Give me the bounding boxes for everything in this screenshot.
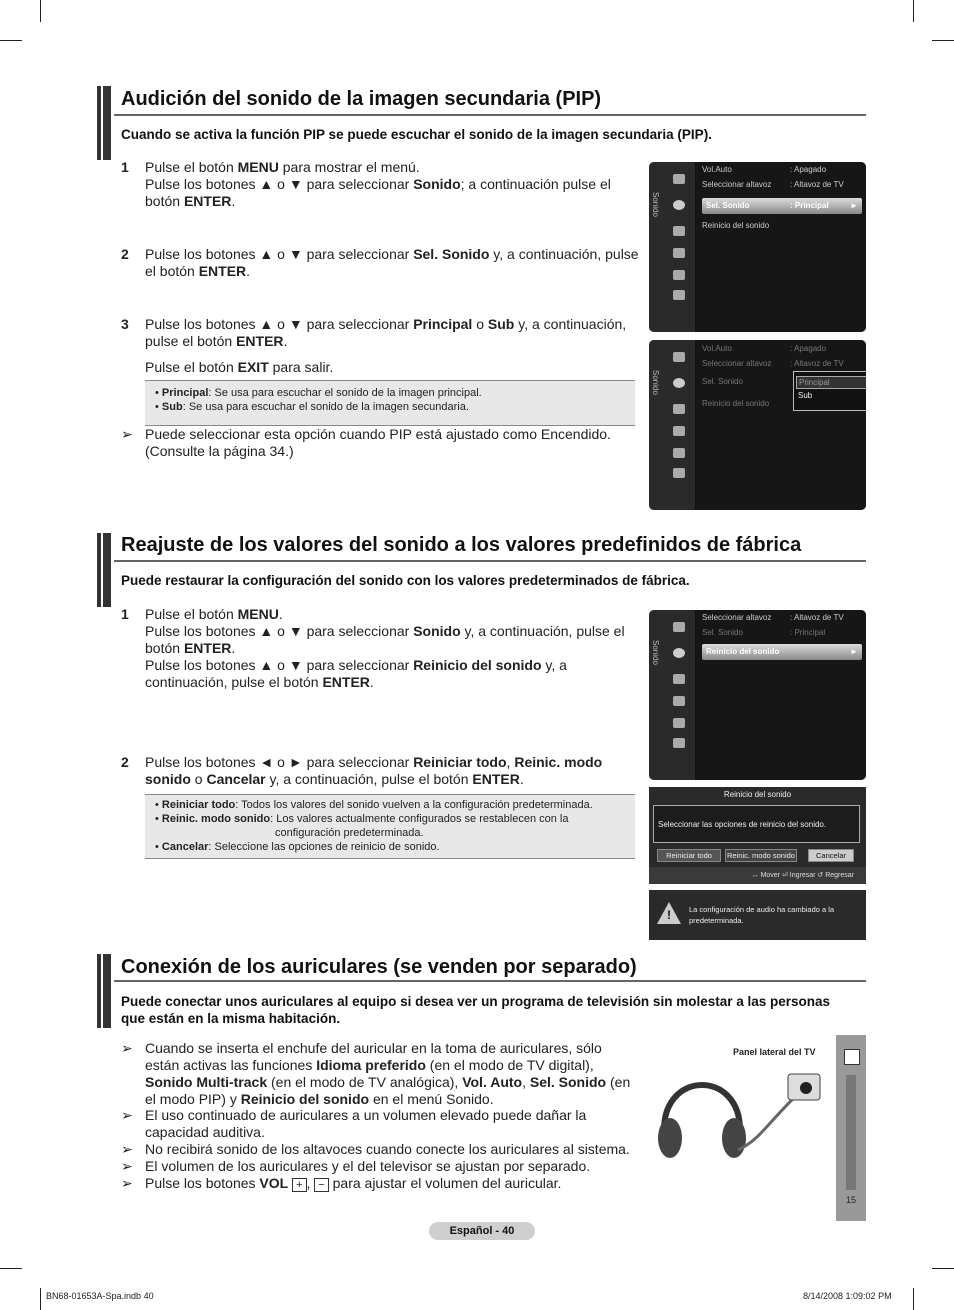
crop-mark [913,1288,914,1310]
menu-category-label: Sonido [651,640,660,665]
channel-icon[interactable] [673,226,685,236]
arrow-right-icon: ► [850,201,858,210]
menu-sidebar [649,610,695,780]
step-3 [121,316,636,352]
tip [121,1175,636,1195]
tip [121,1040,636,1108]
tv-side-panel [836,1035,866,1221]
note-item: • Reinic. modo sonido: Los valores actualmente configurados se restablecen con la [155,813,569,825]
crop-mark [913,0,914,22]
sound-icon[interactable] [673,648,685,658]
step-text: Pulse los botones ▲ o ▼ para seleccionar Principal o Sub y, a continuación, pulse el botón ENTER. [145,316,627,349]
dialog-title: Reinicio del sonido [723,790,792,799]
menu-row[interactable]: Seleccionar altavoz : Altavoz de TV [702,613,844,622]
setup-icon[interactable] [673,426,685,436]
note-item: • Reiniciar todo: Todos los valores del sonido vuelven a la configuración predeterminada. [155,799,593,811]
section-intro: Cuando se activa la función PIP se puede escuchar el sonido de la imagen secundaria (PIP). [121,127,712,142]
panel-number: 15 [845,1195,856,1205]
tip-text: El volumen de los auriculares y el del televisor se ajustan por separado. [145,1158,591,1174]
section-title: Audición del sonido de la imagen secundaria (PIP) [121,88,602,110]
step-text: Pulse los botones ▲ o ▼ para seleccionar Sel. Sonido y, a continuación, pulse el botón ENTER. [145,246,639,279]
dialog-message: Seleccionar las opciones de reinicio del sonido. [653,805,860,843]
option-principal[interactable]: Principal [796,376,866,389]
step-1 [121,159,636,209]
step-2 [121,246,639,282]
arrow-right-icon: ► [850,647,858,656]
warning-message [649,890,866,940]
channel-icon[interactable] [673,674,685,684]
tip [121,1158,636,1175]
section-intro: Puede conectar unos auriculares al equipo si desea ver un programa de televisión sin molestar a las personas que están en la misma habitación. [121,994,831,1026]
step-2 [121,754,636,790]
exit-instruction: Pulse el botón EXIT para salir. [145,359,334,375]
picture-icon[interactable] [673,174,685,184]
crop-mark [40,1288,41,1310]
arrow-icon: ➢ [121,1141,133,1157]
tip-text: El uso continuado de auriculares a un volumen elevado puede dañar la capacidad auditiva. [145,1107,587,1140]
crop-mark [932,40,954,41]
page-number: Español - 40 [429,1222,535,1240]
tip [121,1107,636,1141]
sound-icon[interactable] [673,378,685,388]
option-popup [793,371,866,411]
note-box [145,794,635,859]
tip [121,1141,636,1158]
application-icon[interactable] [673,738,685,748]
section-divider [114,980,866,982]
arrow-icon: ➢ [121,1175,133,1191]
channel-icon[interactable] [673,404,685,414]
menu-row[interactable]: Sel. Sonido : Principal [702,628,826,637]
note-item: • Cancelar: Seleccione las opciones de reinicio de sonido. [155,841,440,853]
reset-all-button[interactable]: Reiniciar todo [657,849,721,862]
headphones-illustration [650,1060,830,1170]
section-divider [114,560,866,562]
sound-icon[interactable] [673,200,685,210]
section-intro: Puede restaurar la configuración del sonido con los valores predeterminados de fábrica. [121,573,690,588]
menu-category-label: Sonido [651,370,660,395]
tv-menu-sound-reset [649,610,866,780]
arrow-icon: ➢ [121,1040,133,1056]
section-bar [97,954,111,1028]
menu-row[interactable]: Vol.Auto : Apagado [702,344,827,353]
dialog-footer: ↔ Mover ⏎ Ingresar ↺ Regresar [649,867,866,884]
step-number: 1 [121,606,129,622]
crop-mark [932,1268,954,1269]
footer-date: 8/14/2008 1:09:02 PM [803,1291,892,1301]
note-item: • Principal: Se usa para escuchar el sonido de la imagen principal. [155,387,482,399]
menu-row-selected[interactable]: Reinicio del sonido ► [702,644,862,660]
tip-text: Pulse los botones VOL + , − para ajustar el volumen del auricular. [145,1175,562,1191]
section-title: Conexión de los auriculares (se venden por separado) [121,956,637,978]
section-bar [97,533,111,607]
footer-file: BN68-01653A-Spa.indb 40 [46,1291,154,1301]
menu-row[interactable]: Reinicio del sonido [702,221,770,230]
step-text: Pulse el botón MENU para mostrar el menú. Pulse los botones ▲ o ▼ para seleccionar Sonido; a continuación pulse el botón ENTER. [145,159,611,209]
tip [121,426,636,462]
input-icon[interactable] [673,718,685,728]
cancel-button[interactable]: Cancelar [808,849,854,862]
menu-row[interactable]: Seleccionar altavoz : Altavoz de TV [702,180,844,189]
step-number: 2 [121,246,129,262]
picture-icon[interactable] [673,352,685,362]
tv-menu-sound [649,162,866,332]
crop-mark [0,40,22,41]
menu-category-label: Sonido [651,192,660,217]
picture-icon[interactable] [673,622,685,632]
panel-label: Panel lateral del TV [733,1047,816,1057]
crop-mark [40,0,41,22]
menu-row-selected[interactable]: Sel. Sonido : Principal ► [702,198,862,214]
step-1 [121,606,636,696]
input-icon[interactable] [673,448,685,458]
tip-text: Puede seleccionar esta opción cuando PIP está ajustado como Encendido. (Consulte la página 34.) [145,426,611,459]
menu-row[interactable]: Seleccionar altavoz : Altavoz de TV [702,359,844,368]
step-text: Pulse los botones ◄ o ► para seleccionar Reiniciar todo, Reinic. modo sonido o Cancelar y, a continuación, pulse el botón ENTER. [145,754,603,787]
menu-main [696,610,866,780]
menu-main [696,340,866,510]
arrow-icon: ➢ [121,1158,133,1174]
menu-main [696,162,866,332]
step-text: Pulse el botón MENU. Pulse los botones ▲ o ▼ para seleccionar Sonido y, a continuación, pulse el botón ENTER. Pulse los botones ▲ o ▼ para seleccionar Reinicio del sonido y, a continuación, pulse el botón ENTER. [145,606,625,690]
step-number: 2 [121,754,129,770]
menu-row[interactable]: Reinicio del sonido [702,399,770,408]
reset-dialog [649,787,866,884]
exclamation-icon: ! [667,908,671,922]
note-item: configuración predeterminada. [275,827,424,839]
application-icon[interactable] [673,290,685,300]
tip-text: Cuando se inserta el enchufe del auricular en la toma de auriculares, sólo están activas las funciones Idioma preferido (en el modo de TV digital), Sonido Multi-track (en el modo de TV analógica), Vol. Auto, Sel. Sonido (en el modo PIP) y Reinicio del sonido en el menú Sonido. [145,1040,631,1107]
section-divider [114,114,866,116]
arrow-icon: ➢ [121,1107,133,1123]
section-title: Reajuste de los valores del sonido a los valores predefinidos de fábrica [121,534,802,556]
section-bar [97,86,111,160]
step-number: 3 [121,316,129,332]
tv-menu-sound-popup [649,340,866,510]
setup-icon[interactable] [673,696,685,706]
note-box [145,380,635,426]
note-item: • Sub: Se usa para escuchar el sonido de la imagen secundaria. [155,401,469,413]
panel-strip [846,1075,856,1190]
menu-sidebar [649,340,695,510]
input-icon[interactable] [673,270,685,280]
headphone-jack-icon [844,1049,860,1065]
warning-text: La configuración de audio ha cambiado a la predeterminada. [689,905,835,925]
crop-mark [0,1268,22,1269]
reset-sound-mode-button[interactable]: Reinic. modo sonido [725,849,797,862]
step-number: 1 [121,159,129,175]
option-sub[interactable]: Sub [798,391,813,400]
setup-icon[interactable] [673,248,685,258]
tip-text: No recibirá sonido de los altavoces cuando conecte los auriculares al sistema. [145,1141,630,1157]
menu-row[interactable]: Vol.Auto : Apagado [702,165,827,174]
arrow-icon: ➢ [121,426,133,442]
menu-row[interactable]: Sel. Sonido [702,377,743,386]
application-icon[interactable] [673,468,685,478]
menu-sidebar [649,162,695,332]
